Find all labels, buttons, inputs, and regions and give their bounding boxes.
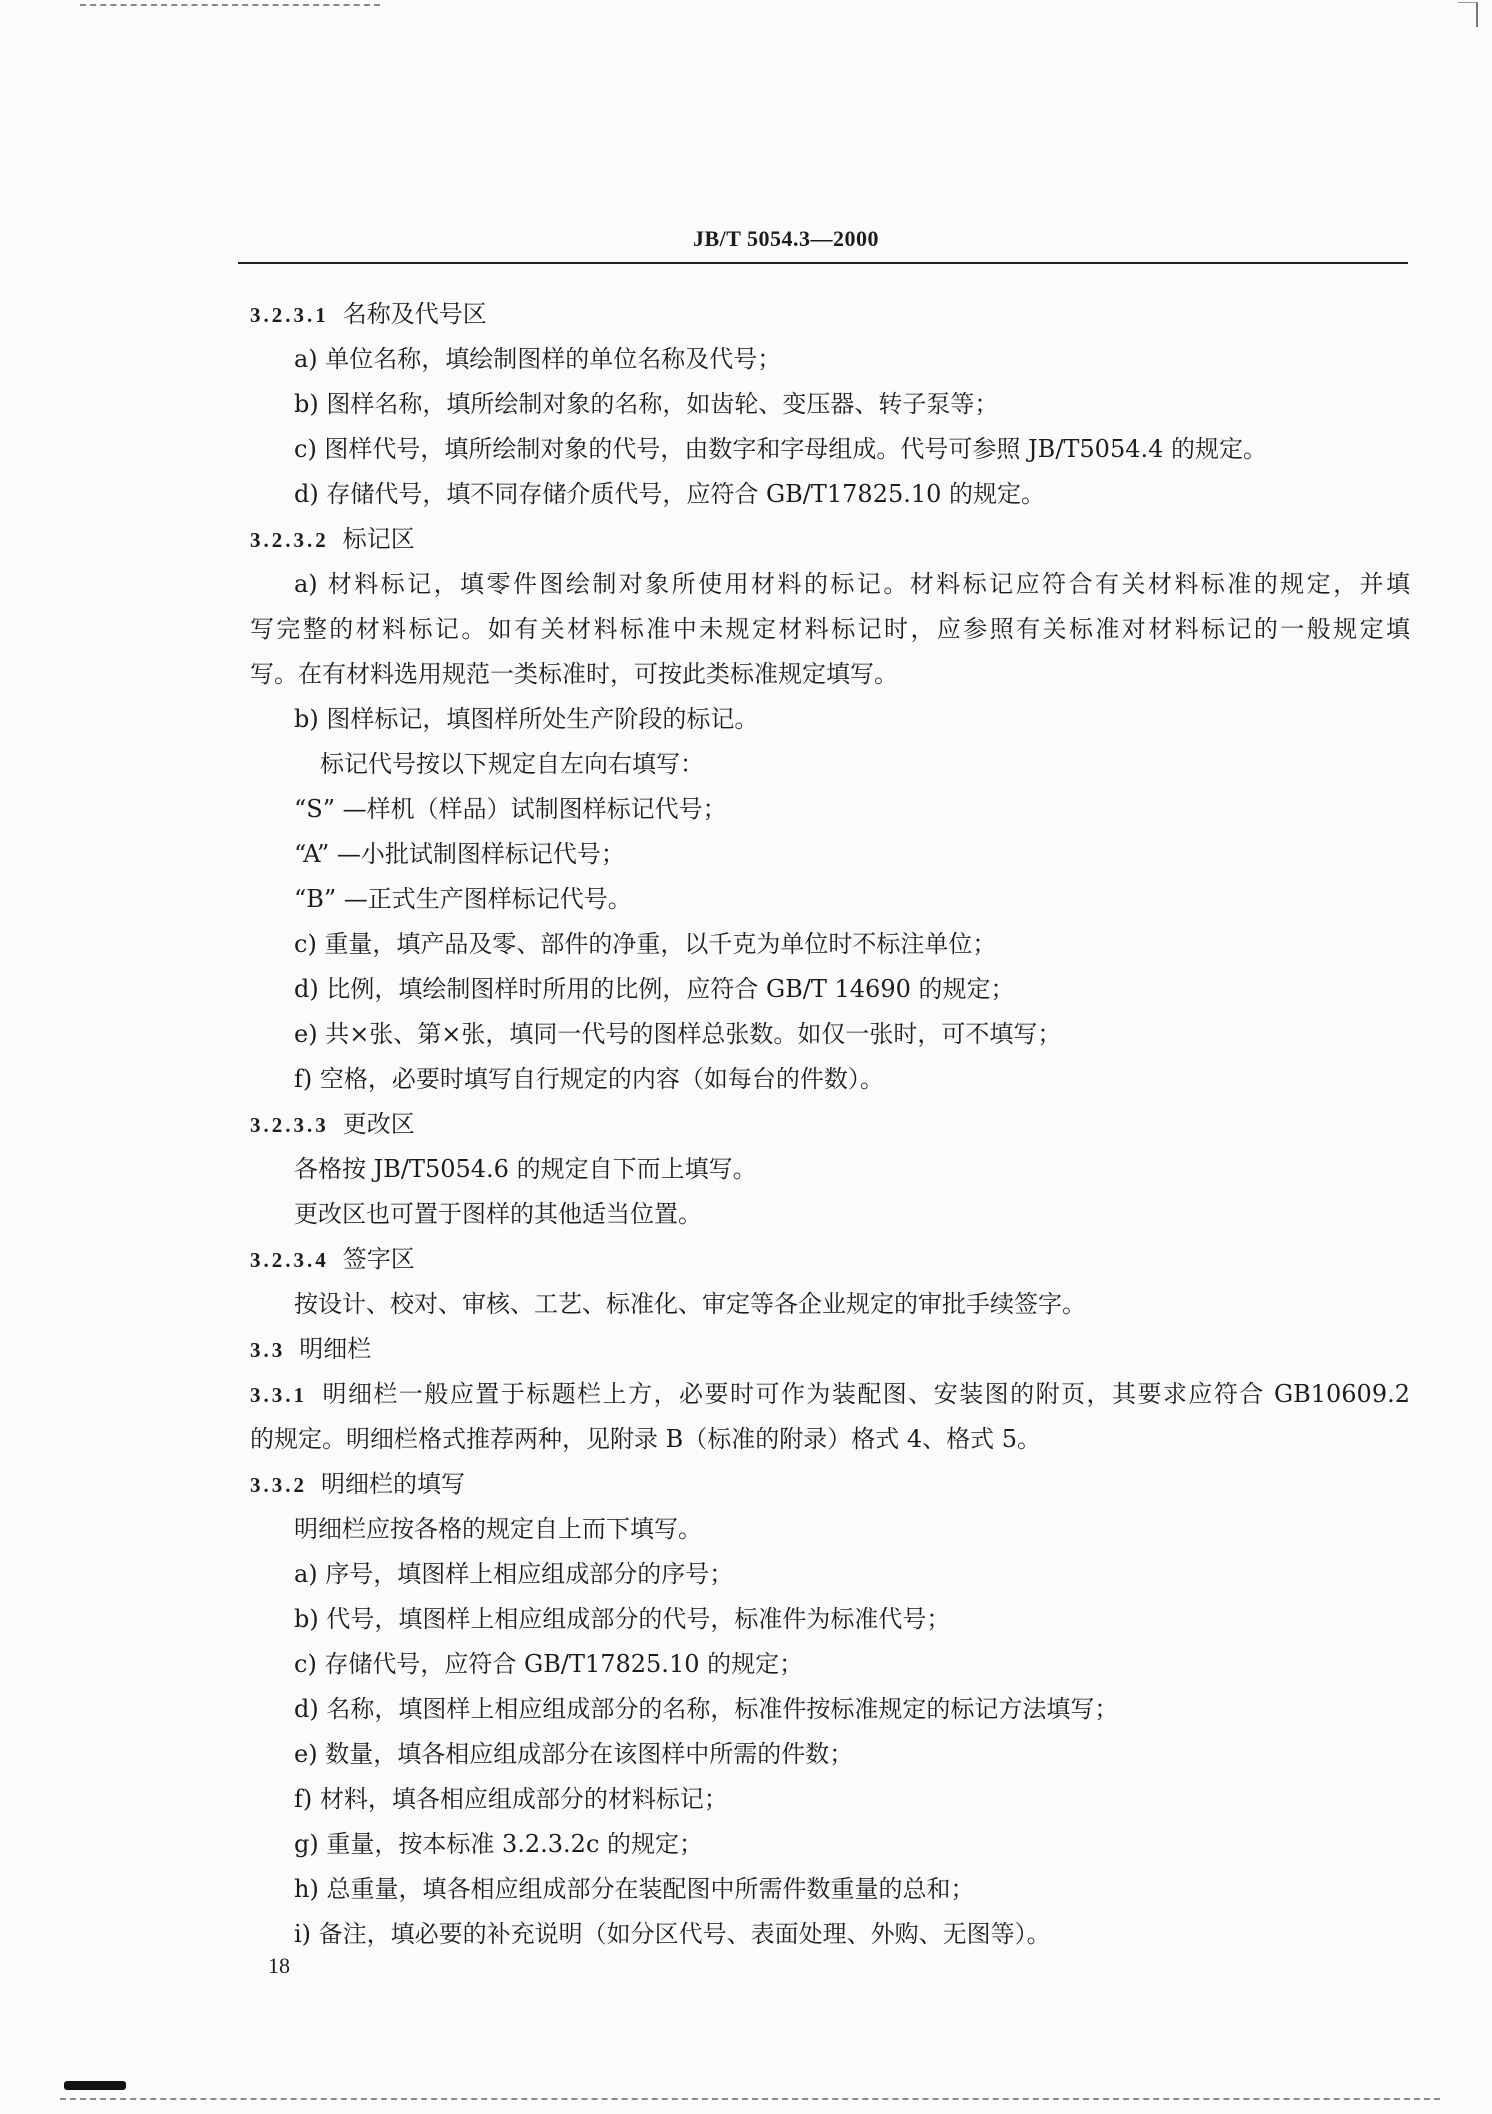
- line-text: 明细栏应按各格的规定自上而下填写。: [294, 1515, 702, 1543]
- header-rule: [238, 262, 1408, 264]
- text-line: [250, 1597, 1410, 1642]
- text-line: [250, 1552, 1410, 1597]
- section-heading: [250, 1462, 1410, 1507]
- line-text: 标记代号按以下规定自左向右填写：: [320, 750, 704, 778]
- text-line: [250, 877, 1410, 922]
- text-line: [250, 1417, 1410, 1462]
- text-line: [250, 562, 1410, 607]
- line-text: e) 共×张、第×张，填同一代号的图样总张数。如仅一张时，可不填写；: [294, 1020, 1062, 1048]
- line-text: b) 图样名称，填所绘制对象的名称，如齿轮、变压器、转子泵等；: [294, 390, 999, 418]
- section-number: 3.2.3.4: [250, 1248, 329, 1272]
- text-line: [250, 787, 1410, 832]
- line-text: 明细栏: [299, 1335, 372, 1363]
- text-line: [250, 1642, 1410, 1687]
- line-text: e) 数量，填各相应组成部分在该图样中所需的件数；: [294, 1740, 854, 1768]
- line-text: a) 材料标记，填零件图绘制对象所使用材料的标记。材料标记应符合有关材料标准的规定，并填: [294, 570, 1410, 598]
- section-number: 3.2.3.1: [250, 303, 329, 327]
- line-text: a) 单位名称，填绘制图样的单位名称及代号；: [294, 345, 782, 373]
- text-line: [250, 1912, 1410, 1957]
- line-text: f) 空格，必要时填写自行规定的内容（如每台的件数）。: [294, 1065, 884, 1093]
- text-line: [250, 472, 1410, 517]
- text-line: [250, 832, 1410, 877]
- line-text: 更改区也可置于图样的其他适当位置。: [294, 1200, 702, 1228]
- line-text: d) 比例，填绘制图样时所用的比例，应符合 GB/T 14690 的规定；: [294, 975, 1015, 1003]
- line-text: g) 重量，按本标准 3.2.3.2c 的规定；: [294, 1830, 704, 1858]
- text-line: [250, 607, 1410, 652]
- document-body: [250, 292, 1410, 1957]
- line-text: d) 存储代号，填不同存储介质代号，应符合 GB/T17825.10 的规定。: [294, 480, 1046, 508]
- line-text: 明细栏的填写: [321, 1470, 465, 1498]
- text-line: [250, 742, 1410, 787]
- line-text: d) 名称，填图样上相应组成部分的名称，标准件按标准规定的标记方法填写；: [294, 1695, 1119, 1723]
- text-line: [250, 1867, 1410, 1912]
- text-line: [250, 1732, 1410, 1777]
- line-text: b) 图样标记，填图样所处生产阶段的标记。: [294, 705, 759, 733]
- text-line: [250, 1057, 1410, 1102]
- section-number: 3.3.2: [250, 1473, 307, 1497]
- text-line: [250, 697, 1410, 742]
- section-heading: [250, 1102, 1410, 1147]
- text-line: [250, 337, 1410, 382]
- section-number: 3.2.3.3: [250, 1113, 329, 1137]
- line-text: 标记区: [342, 525, 415, 553]
- scan-artifact-corner: [1458, 2, 1478, 27]
- line-text: 签字区: [342, 1245, 415, 1273]
- line-text: 的规定。明细栏格式推荐两种，见附录 B（标准的附录）格式 4、格式 5。: [250, 1425, 1042, 1453]
- line-text: 明细栏一般应置于标题栏上方，必要时可作为装配图、安装图的附页，其要求应符合 GB10609.2: [321, 1380, 1410, 1408]
- line-text: 更改区: [342, 1110, 415, 1138]
- line-text: 名称及代号区: [342, 300, 487, 328]
- line-text: “S” —样机（样品）试制图样标记代号；: [294, 795, 727, 823]
- text-line: [250, 922, 1410, 967]
- scan-artifact-mark: [64, 2081, 126, 2090]
- line-text: c) 存储代号，应符合 GB/T17825.10 的规定；: [294, 1650, 804, 1678]
- line-text: 写完整的材料标记。如有关材料标准中未规定材料标记时，应参照有关标准对材料标记的一般规定填: [250, 615, 1410, 643]
- text-line: [250, 1147, 1410, 1192]
- text-line: [250, 652, 1410, 697]
- text-line: [250, 1777, 1410, 1822]
- line-text: “A” —小批试制图样标记代号；: [294, 840, 625, 868]
- text-line: [250, 1687, 1410, 1732]
- page-number: 18: [268, 1953, 290, 1978]
- page-header-title: JB/T 5054.3—2000: [692, 226, 880, 251]
- section-number: 3.2.3.2: [250, 528, 329, 552]
- text-line: [250, 1012, 1410, 1057]
- section-heading: [250, 517, 1410, 562]
- line-text: 各格按 JB/T5054.6 的规定自下而上填写。: [294, 1155, 757, 1183]
- text-line: [250, 1822, 1410, 1867]
- line-text: 写。在有材料选用规范一类标准时，可按此类标准规定填写。: [250, 660, 898, 688]
- text-line: [250, 1282, 1410, 1327]
- text-line: [250, 427, 1410, 472]
- text-line: [250, 1507, 1410, 1552]
- text-line: [250, 967, 1410, 1012]
- section-number: 3.3: [250, 1338, 286, 1362]
- text-line: [250, 382, 1410, 427]
- line-text: b) 代号，填图样上相应组成部分的代号，标准件为标准代号；: [294, 1605, 951, 1633]
- scan-artifact-top: [80, 4, 380, 6]
- line-text: i) 备注，填必要的补充说明（如分区代号、表面处理、外购、无图等）。: [294, 1920, 1051, 1948]
- section-number: 3.3.1: [250, 1383, 307, 1407]
- line-text: 按设计、校对、审核、工艺、标准化、审定等各企业规定的审批手续签字。: [294, 1290, 1086, 1318]
- line-text: h) 总重量，填各相应组成部分在装配图中所需件数重量的总和；: [294, 1875, 975, 1903]
- section-heading: [250, 1327, 1410, 1372]
- line-text: f) 材料，填各相应组成部分的材料标记；: [294, 1785, 728, 1813]
- line-text: a) 序号，填图样上相应组成部分的序号；: [294, 1560, 734, 1588]
- text-line: [250, 1192, 1410, 1237]
- line-text: c) 图样代号，填所绘制对象的代号，由数字和字母组成。代号可参照 JB/T5054.4 的规定。: [294, 435, 1268, 463]
- section-heading: [250, 1372, 1410, 1417]
- section-heading: [250, 292, 1410, 337]
- section-heading: [250, 1237, 1410, 1282]
- line-text: c) 重量，填产品及零、部件的净重，以千克为单位时不标注单位；: [294, 930, 997, 958]
- scan-artifact-bottom: [60, 2098, 1440, 2100]
- line-text: “B” —正式生产图样标记代号。: [294, 885, 632, 913]
